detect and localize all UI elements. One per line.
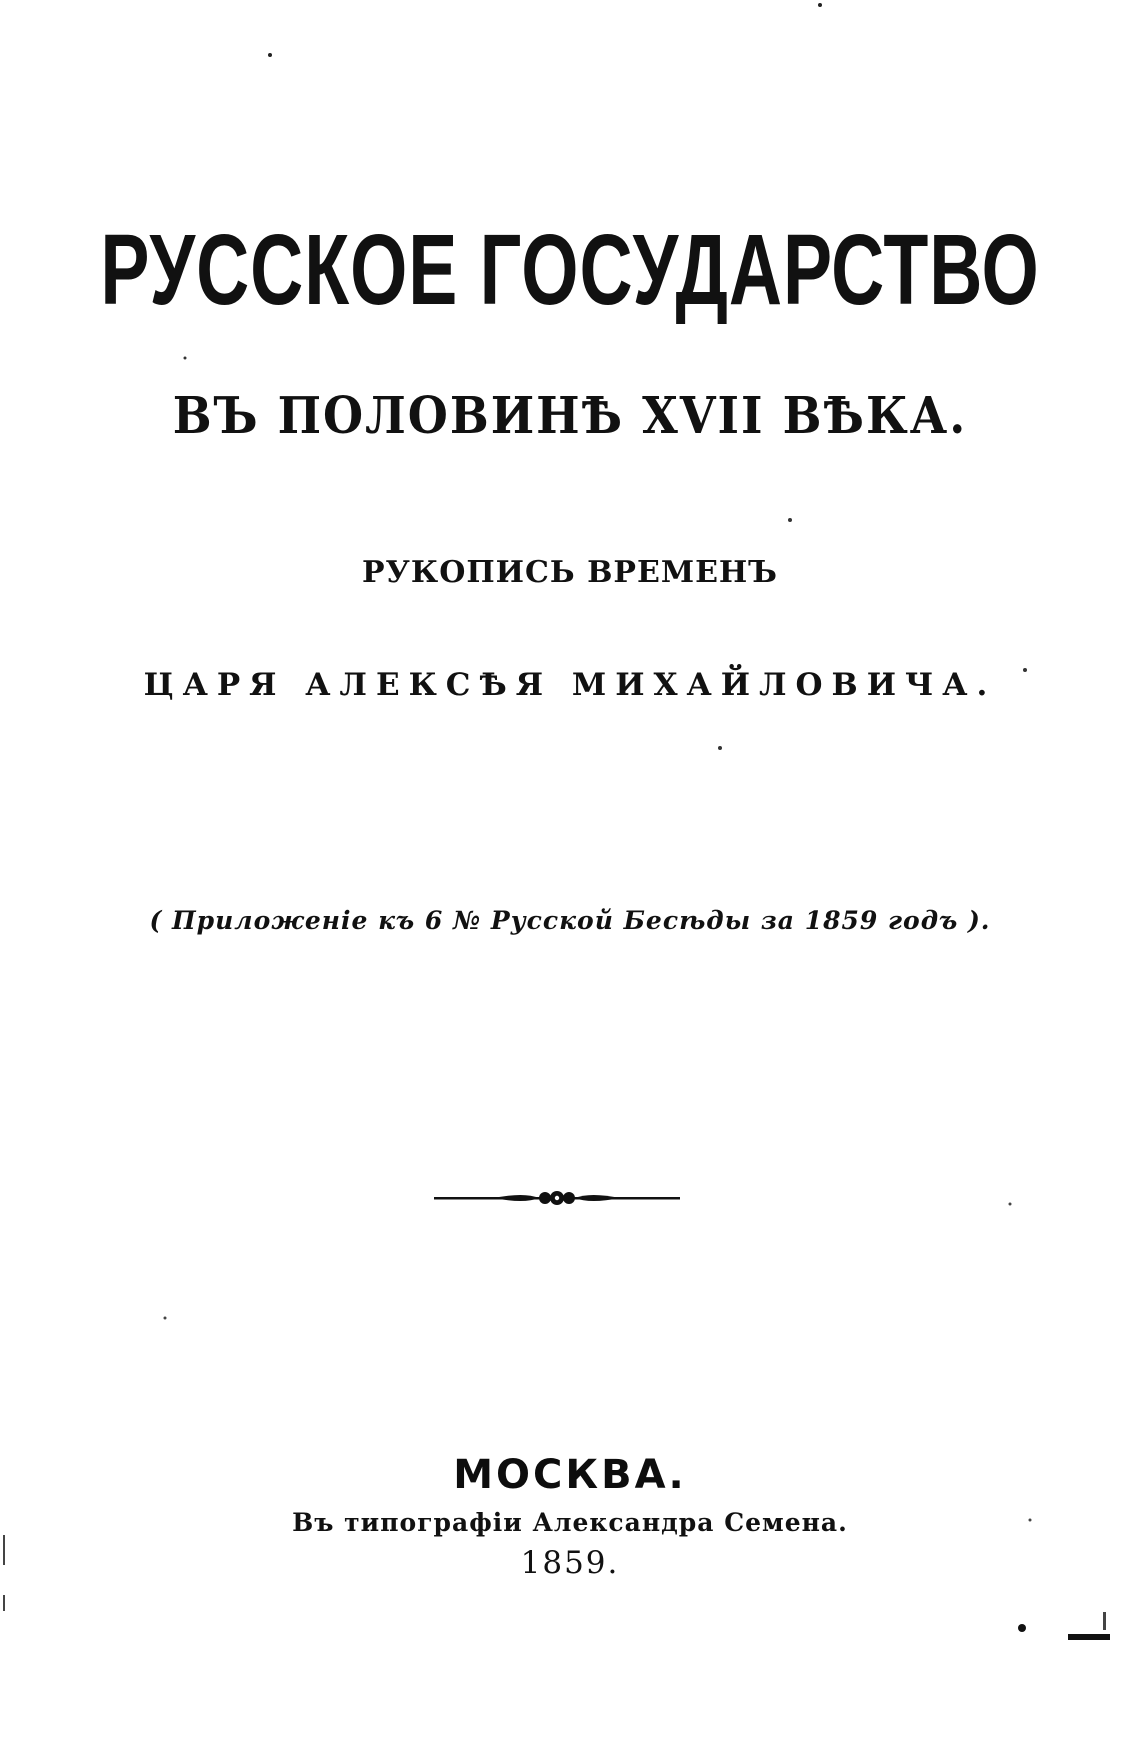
book-title: РУССКОЕ ГОСУДАРСТВО xyxy=(100,213,1040,325)
supplement-note: ( Приложеніе къ 6 № Русской Бесѣды за 1859 годъ ). xyxy=(149,906,991,935)
imprint-city: МОСКВА. xyxy=(453,1452,687,1498)
tsar-line: ЦАРЯ АЛЕКСѢЯ МИХАЙЛОВИЧА. xyxy=(143,667,997,703)
imprint-year: 1859. xyxy=(520,1545,620,1581)
manuscript-line: РУКОПИСЬ ВРЕМЕНЪ xyxy=(362,555,778,590)
imprint-press: Въ типографіи Александра Семена. xyxy=(292,1508,848,1537)
ornament-rule-icon xyxy=(434,1184,680,1214)
book-subtitle: ВЪ ПОЛОВИНѢ XVII ВѢКА. xyxy=(172,385,968,445)
